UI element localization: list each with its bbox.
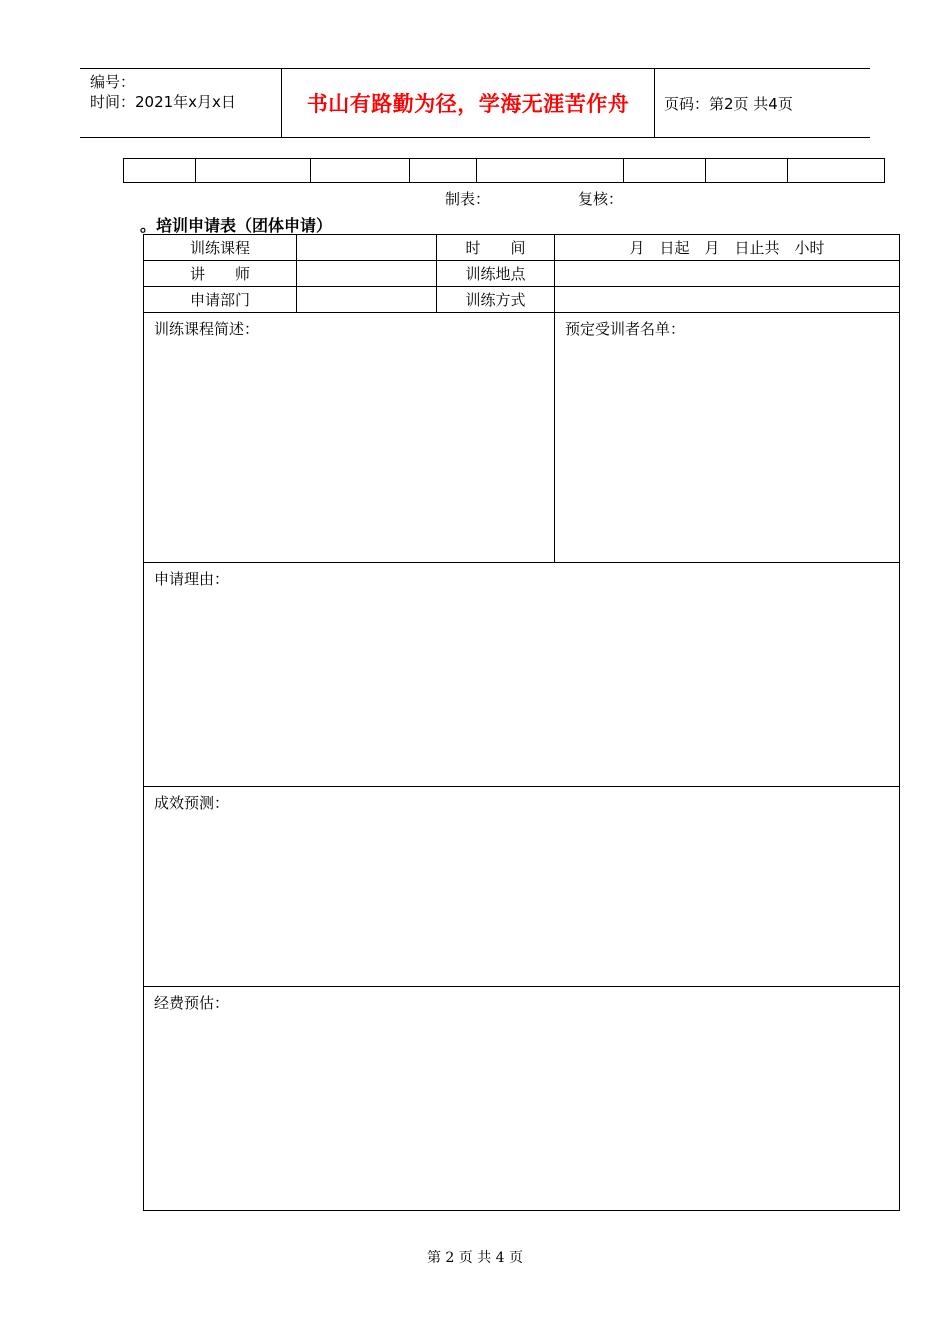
serial-number-label: 编号： [90,73,136,91]
time-label: 时 间 [465,239,526,257]
budget-estimate-label: 经费预估： [154,994,230,1012]
motto-banner: 书山有路勤为径，学海无涯苦作舟 [282,69,655,137]
course-summary-label: 训练课程简述： [154,320,260,338]
page-info: 页码：第2页 共4页 [664,94,793,113]
training-application-form [143,234,900,1211]
table-divider [476,159,477,182]
column-divider [296,235,297,312]
trainee-list-label: 预定受训者名单： [565,320,686,338]
reviewed-by-label: 复核： [578,190,624,208]
table-divider [310,159,311,182]
expected-effect-label: 成效预测： [154,794,230,812]
form-title: 。培训申请表（团体申请） [140,216,333,235]
location-label: 训练地点 [465,265,526,283]
date-label: 时间：2021年x月x日 [90,93,236,111]
method-label: 训练方式 [465,291,526,309]
table-divider [787,159,788,182]
table-divider [623,159,624,182]
column-divider [554,235,555,562]
reason-label: 申请理由： [154,570,230,588]
time-value: 月 日起 月 日止共 小时 [629,239,825,257]
row-divider [144,562,899,563]
row-divider [144,312,899,313]
lecturer-label: 讲 师 [189,265,250,283]
course-label: 训练课程 [189,239,250,257]
document-header [80,68,870,138]
row-divider [144,986,899,987]
department-label: 申请部门 [189,291,250,309]
blank-table-row [123,158,885,183]
made-by-label: 制表： [445,190,491,208]
table-divider [195,159,196,182]
table-divider [409,159,410,182]
table-divider [705,159,706,182]
page-footer: 第 2 页 共 4 页 [426,1250,524,1266]
row-divider [144,786,899,787]
header-meta-cell [80,69,282,137]
